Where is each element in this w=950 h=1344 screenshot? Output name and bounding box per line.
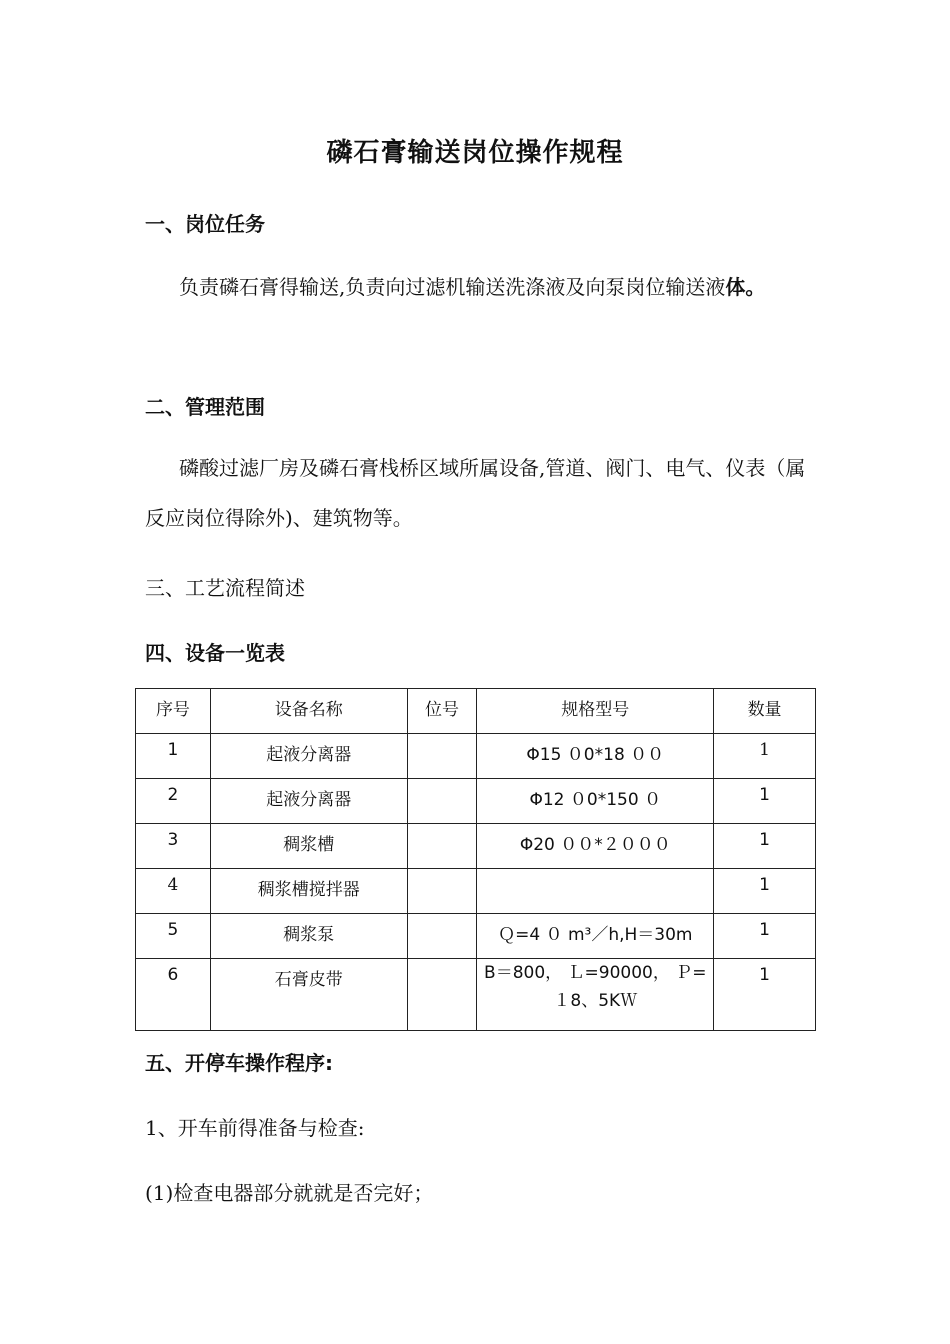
cell-name: 起液分离器 <box>210 779 407 824</box>
cell-qty: 1 <box>714 824 816 869</box>
procedure-item-1: 1、开车前得准备与检查: <box>145 1116 365 1140</box>
header-name: 设备名称 <box>210 689 407 734</box>
header-tag: 位号 <box>407 689 477 734</box>
section-text-job-tasks <box>145 262 815 312</box>
header-no: 序号 <box>136 689 211 734</box>
cell-spec: Φ15 ０0*18 ００ <box>477 734 714 779</box>
section-heading-start-stop: 五、开停车操作程序: <box>145 1051 333 1075</box>
cell-spec <box>477 869 714 914</box>
cell-spec-line: １8、5KＷ <box>553 991 638 1011</box>
cell-qty: 1 <box>714 959 816 1031</box>
table-row <box>136 914 816 959</box>
cell-no: 6 <box>136 959 211 1031</box>
table-row <box>136 959 816 1031</box>
cell-tag <box>407 869 477 914</box>
cell-no: 3 <box>136 824 211 869</box>
section-heading-process-flow: 三、工艺流程简述 <box>145 576 305 600</box>
cell-spec: Φ12 ０0*150 ０ <box>477 779 714 824</box>
section-heading-management-scope: 二、管理范围 <box>145 395 265 419</box>
section-heading-equipment-list: 四、设备一览表 <box>145 641 285 665</box>
equipment-table <box>135 688 816 1031</box>
cell-no: 2 <box>136 779 211 824</box>
cell-tag <box>407 779 477 824</box>
header-qty: 数量 <box>714 689 816 734</box>
cell-spec-line: B＝800， Ｌ=90000， Ｐ= <box>484 963 707 983</box>
cell-no: 4 <box>136 869 211 914</box>
cell-no: 5 <box>136 914 211 959</box>
cell-qty: 1 <box>714 734 816 779</box>
cell-tag <box>407 824 477 869</box>
document-title: 磷石膏输送岗位操作规程 <box>326 138 624 168</box>
cell-no: 1 <box>136 734 211 779</box>
cell-qty: 1 <box>714 914 816 959</box>
cell-spec: Φ20 ００*２０００ <box>477 824 714 869</box>
cell-spec: Ｑ=4 ０ m³／h,H＝30m <box>477 914 714 959</box>
cell-tag <box>407 959 477 1031</box>
cell-name: 稠浆泵 <box>210 914 407 959</box>
cell-spec <box>477 959 714 1031</box>
section-text-management-scope: 磷酸过滤厂房及磷石膏栈桥区域所属设备,管道、阀门、电气、仪表（属反应岗位得除外)、建筑物等。 <box>145 456 806 530</box>
cell-name: 起液分离器 <box>210 734 407 779</box>
header-spec: 规格型号 <box>477 689 714 734</box>
table-row <box>136 734 816 779</box>
cell-tag <box>407 914 477 959</box>
cell-tag <box>407 734 477 779</box>
table-row <box>136 824 816 869</box>
table-row <box>136 869 816 914</box>
table-header-row <box>136 689 816 734</box>
section-heading-job-tasks: 一、岗位任务 <box>145 212 265 236</box>
cell-qty: 1 <box>714 779 816 824</box>
table-row <box>136 779 816 824</box>
cell-qty: 1 <box>714 869 816 914</box>
cell-name: 稠浆槽 <box>210 824 407 869</box>
procedure-subitem-1: (1)检查电器部分就就是否完好； <box>145 1181 434 1205</box>
cell-name: 稠浆槽搅拌器 <box>210 869 407 914</box>
job-tasks-text-tail: 体。 <box>725 275 766 299</box>
cell-name: 石膏皮带 <box>210 959 407 1031</box>
job-tasks-text: 负责磷石膏得输送,负责向过滤机输送洗涤液及向泵岗位输送液 <box>179 275 726 299</box>
